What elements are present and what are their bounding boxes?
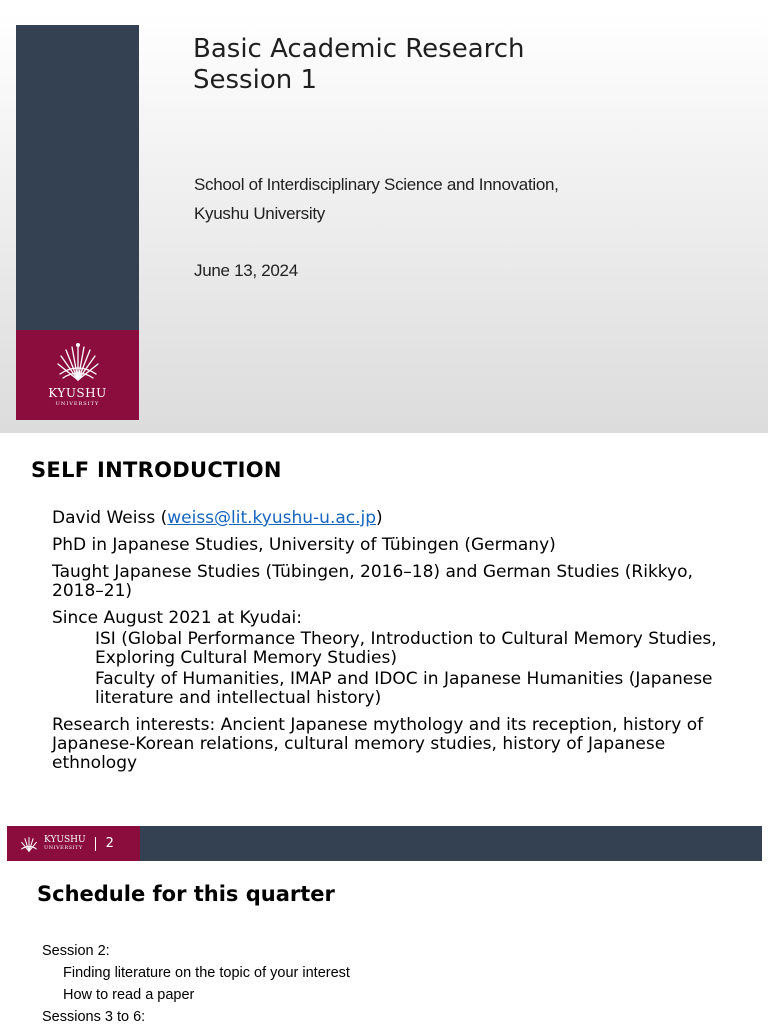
- self-intro-body: [52, 509, 742, 781]
- schedule-item: Session 2:: [42, 943, 110, 959]
- logo-wordmark: KYUSHU: [48, 386, 107, 400]
- schedule-item: Finding literature on the topic of your interest: [63, 965, 350, 981]
- title-slide: [0, 12, 768, 433]
- university-crest-icon: [54, 340, 102, 384]
- email-link[interactable]: weiss@lit.kyushu-u.ac.jp: [167, 508, 377, 528]
- page-number: 2: [105, 836, 114, 851]
- university-crest-icon: [18, 835, 40, 853]
- slide-title: [193, 34, 525, 96]
- schedule-list: [42, 940, 350, 1028]
- phd-line: PhD in Japanese Studies, University of Tübingen (Germany): [52, 535, 556, 555]
- research-line: Research interests: Ancient Japanese mythology and its reception, history of Japanese-Korean relations, cultural memory studies, history of Japanese ethnology: [52, 715, 704, 773]
- school-name: School of Interdisciplinary Science and Innovation,: [194, 175, 559, 194]
- title-line-1: Basic Academic Research: [193, 34, 525, 64]
- footer-wordmark: KYUSHU UNIVERSITY: [44, 834, 86, 851]
- sub-item-isi: ISI (Global Performance Theory, Introduction to Cultural Memory Studies, Exploring Cultural Memory Studies): [95, 629, 717, 668]
- name-line: David Weiss (weiss@lit.kyushu-u.ac.jp): [52, 508, 383, 528]
- footer-logo: [7, 826, 140, 861]
- footer-divider: [95, 837, 96, 851]
- self-intro-heading: SELF INTRODUCTION: [31, 458, 282, 482]
- since-line: Since August 2021 at Kyudai:: [52, 608, 302, 628]
- university-name: Kyushu University: [194, 204, 325, 223]
- sub-item-humanities: Faculty of Humanities, IMAP and IDOC in Japanese Humanities (Japanese literature and intellectual history): [95, 669, 713, 708]
- schedule-heading: Schedule for this quarter: [37, 882, 335, 906]
- taught-line: Taught Japanese Studies (Tübingen, 2016–18) and German Studies (Rikkyo, 2018–21): [52, 562, 693, 601]
- kyushu-logo: [16, 330, 139, 420]
- schedule-item: Sessions 3 to 6:: [42, 1009, 146, 1025]
- slide-footer: [7, 826, 762, 861]
- navy-side-bar: [16, 25, 139, 330]
- title-line-2: Session 1: [193, 65, 318, 95]
- schedule-item: How to read a paper: [63, 987, 195, 1003]
- logo-subtitle: UNIVERSITY: [55, 401, 100, 407]
- session-date: June 13, 2024: [194, 261, 298, 280]
